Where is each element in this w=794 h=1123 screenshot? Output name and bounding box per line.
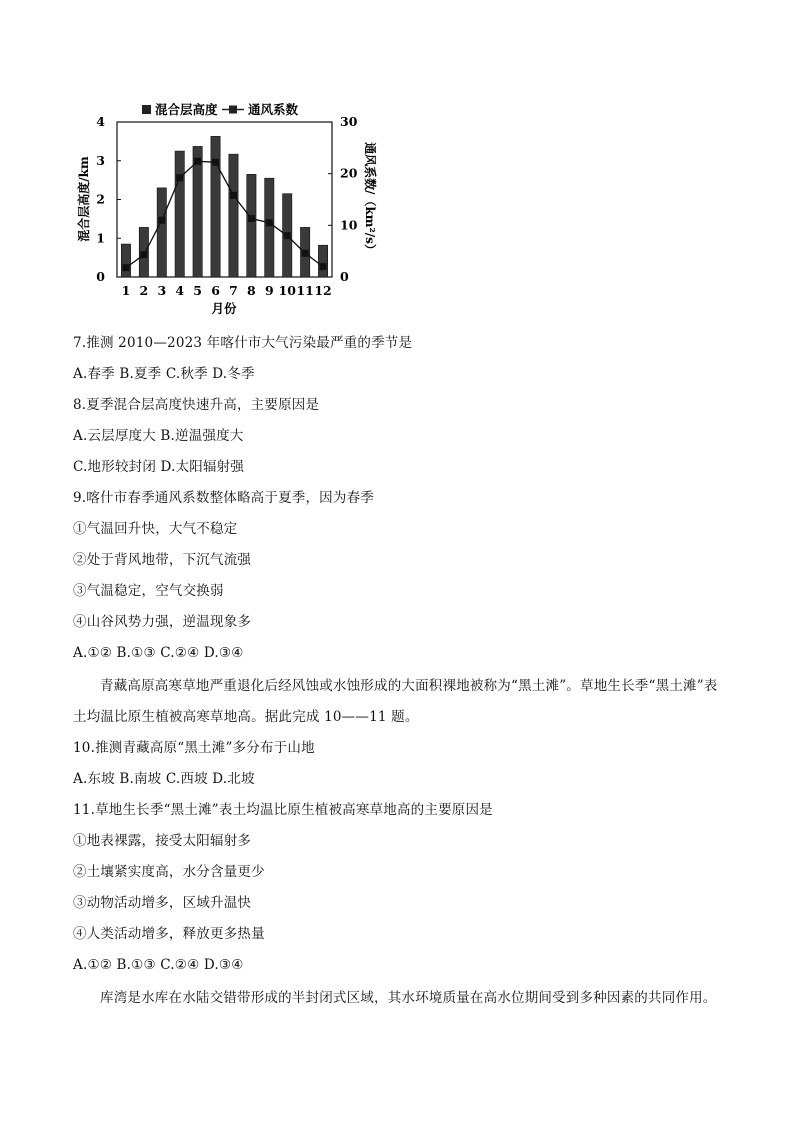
left-tick-label: 0 — [96, 269, 105, 284]
x-tick-label: 9 — [264, 283, 274, 298]
question-11: 11.草地生长季“黑土滩”表土均温比原生植被高寒草地高的主要原因是 — [73, 802, 493, 818]
x-axis-ticks — [122, 283, 332, 298]
ventilation-point — [266, 219, 273, 226]
ventilation-point — [176, 174, 183, 181]
mixing-layer-bar — [247, 174, 256, 277]
question-8: 8.夏季混合层高度快速升高，主要原因是 — [73, 397, 320, 413]
x-tick-label: 12 — [314, 283, 332, 298]
passage-1-line-1: 青藏高原高寒草地严重退化后经风蚀或水蚀形成的大面积裸地被称为“黑土滩”。草地生长季“黑土滩”表 — [100, 678, 718, 694]
passage-1-line-2: 土均温比原生植被高寒草地高。据此完成 10——11 题。 — [73, 709, 419, 725]
question-9-item-1: ①气温回升快，大气不稳定 — [73, 521, 238, 537]
mixing-layer-bar — [318, 245, 327, 277]
question-11-options: A.①② B.①③ C.②④ D.③④ — [73, 957, 244, 973]
question-10: 10.推测青藏高原“黑土滩”多分布于山地 — [73, 740, 315, 756]
x-tick-label: 3 — [157, 283, 167, 298]
right-tick-label: 20 — [340, 165, 358, 181]
right-axis-label: 通风系数/（km²/s） — [363, 142, 377, 256]
mixing-layer-bar — [121, 244, 130, 277]
x-tick-label: 8 — [247, 283, 256, 298]
ventilation-point — [284, 232, 291, 239]
plot-frame — [117, 122, 332, 277]
mixing-layer-bar — [229, 154, 238, 277]
right-tick-label: 30 — [340, 114, 358, 129]
mixing-layer-chart — [60, 95, 400, 325]
legend-label-line: 通风系数 — [248, 102, 299, 117]
question-7-options: A.春季 B.夏季 C.秋季 D.冬季 — [73, 366, 255, 382]
ventilation-point — [248, 215, 255, 222]
x-tick-label: 2 — [139, 283, 149, 298]
bar-series — [121, 136, 327, 277]
legend-label-bar: 混合层高度 — [155, 102, 218, 117]
question-7: 7.推测 2010—2023 年喀什市大气污染最严重的季节是 — [73, 335, 413, 351]
ventilation-point — [140, 251, 147, 258]
legend-bar-swatch — [142, 105, 151, 114]
passage-2-line-1: 库湾是水库在水陆交错带形成的半封闭式区域，其水环境质量在高水位期间受到多种因素的共同作用。 — [100, 990, 717, 1006]
x-tick-label: 1 — [121, 283, 131, 298]
ventilation-line — [126, 161, 323, 267]
question-9-item-3: ③气温稳定，空气交换弱 — [73, 583, 224, 599]
x-axis-label: 月份 — [211, 301, 237, 316]
question-9: 9.喀什市春季通风系数整体略高于夏季，因为春季 — [73, 490, 374, 506]
right-tick-label: 10 — [340, 217, 358, 233]
ventilation-point — [194, 158, 201, 165]
right-tick-label: 0 — [340, 269, 349, 284]
question-9-options: A.①② B.①③ C.②④ D.③④ — [73, 645, 244, 661]
left-tick-label: 3 — [96, 152, 105, 168]
question-9-item-4: ④山谷风势力强，逆温现象多 — [73, 614, 252, 630]
x-tick-label: 4 — [175, 283, 185, 298]
chart-legend — [142, 102, 299, 117]
question-9-item-2: ②处于背风地带，下沉气流强 — [73, 552, 252, 568]
left-axis-label: 混合层高度/km — [77, 156, 91, 242]
ventilation-point — [230, 192, 237, 199]
x-tick-label: 10 — [278, 283, 296, 298]
ventilation-point — [158, 217, 165, 224]
x-tick-label: 5 — [193, 283, 202, 298]
line-series — [122, 158, 326, 271]
ventilation-point — [302, 250, 309, 257]
left-tick-label: 4 — [96, 114, 105, 129]
ventilation-point — [122, 264, 129, 271]
x-tick-label: 7 — [229, 283, 238, 298]
mixing-layer-bar — [175, 151, 184, 277]
question-10-options: A.东坡 B.南坡 C.西坡 D.北坡 — [73, 771, 255, 787]
ventilation-point — [212, 159, 219, 166]
question-11-item-1: ①地表裸露，接受太阳辐射多 — [73, 833, 252, 849]
legend-line-marker — [229, 106, 237, 114]
question-11-item-2: ②土壤紧实度高，水分含量更少 — [73, 864, 265, 880]
left-tick-label: 2 — [96, 191, 105, 207]
mixing-layer-bar — [265, 178, 274, 277]
mixing-layer-bar — [211, 136, 220, 277]
mixing-layer-bar — [193, 146, 202, 277]
question-11-item-3: ③动物活动增多，区域升温快 — [73, 895, 252, 911]
ventilation-point — [320, 263, 327, 270]
mixing-layer-bar — [157, 188, 166, 277]
question-8-options-row-1: A.云层厚度大 B.逆温强度大 — [73, 428, 244, 444]
left-tick-label: 1 — [96, 230, 105, 246]
x-tick-label: 6 — [211, 283, 220, 298]
question-8-options-row-2: C.地形较封闭 D.太阳辐射强 — [73, 459, 245, 475]
x-tick-label: 11 — [296, 283, 314, 298]
question-11-item-4: ④人类活动增多，释放更多热量 — [73, 926, 265, 942]
